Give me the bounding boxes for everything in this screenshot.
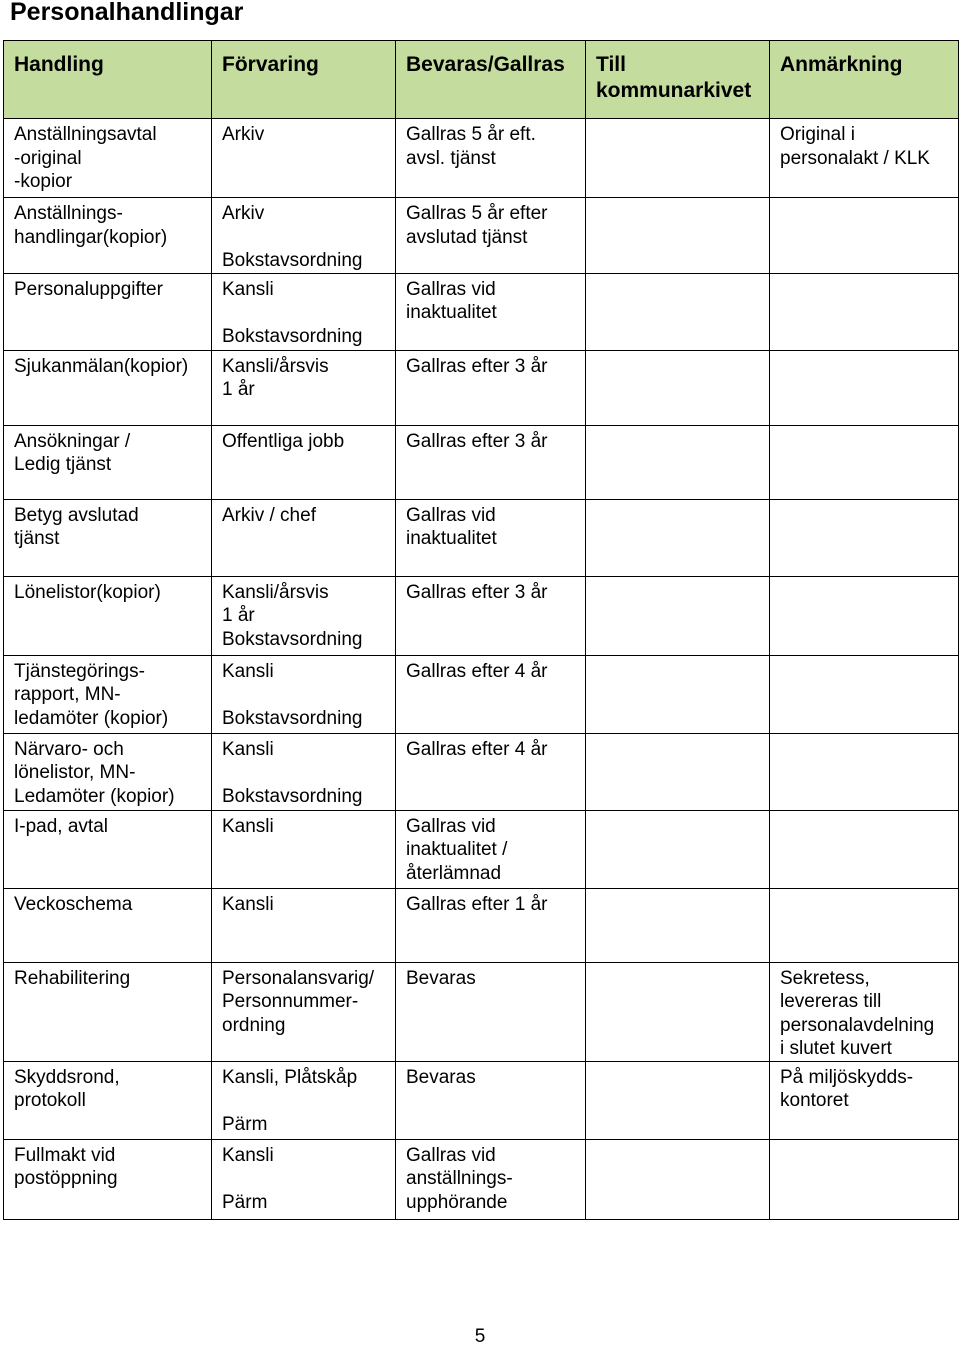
cell-handling: Ansökningar / Ledig tjänst	[4, 425, 212, 499]
cell-bevaras-gallras: Gallras vid inaktualitet / återlämnad	[396, 810, 586, 888]
cell-forvaring: Kansli	[212, 810, 396, 888]
cell-handling: Närvaro- och lönelistor, MN- Ledamöter (kopior)	[4, 733, 212, 810]
cell-forvaring: Personalansvarig/ Personnummer- ordning	[212, 962, 396, 1061]
cell-forvaring: Arkiv / chef	[212, 499, 396, 576]
cell-anmarkning	[770, 273, 959, 350]
cell-anmarkning	[770, 655, 959, 733]
cell-till-kommunarkivet	[586, 733, 770, 810]
cell-forvaring: Kansli/årsvis 1 år	[212, 350, 396, 425]
cell-till-kommunarkivet	[586, 499, 770, 576]
cell-bevaras-gallras: Gallras efter 4 år	[396, 655, 586, 733]
cell-anmarkning: Original i personalakt / KLK	[770, 119, 959, 198]
page-title: Personalhandlingar	[10, 0, 244, 26]
cell-handling: Lönelistor(kopior)	[4, 576, 212, 655]
header-forvaring: Förvaring	[212, 41, 396, 119]
cell-anmarkning	[770, 350, 959, 425]
cell-handling: Betyg avslutad tjänst	[4, 499, 212, 576]
cell-handling: I-pad, avtal	[4, 810, 212, 888]
table-row	[4, 962, 959, 1061]
cell-anmarkning	[770, 576, 959, 655]
cell-till-kommunarkivet	[586, 888, 770, 962]
cell-handling: Skyddsrond, protokoll	[4, 1061, 212, 1139]
cell-till-kommunarkivet	[586, 1139, 770, 1219]
cell-bevaras-gallras: Gallras efter 1 år	[396, 888, 586, 962]
cell-till-kommunarkivet	[586, 273, 770, 350]
cell-forvaring: Kansli Pärm	[212, 1139, 396, 1219]
cell-bevaras-gallras: Gallras 5 år efter avslutad tjänst	[396, 198, 586, 274]
table-row	[4, 499, 959, 576]
cell-forvaring: Offentliga jobb	[212, 425, 396, 499]
cell-anmarkning	[770, 1139, 959, 1219]
cell-bevaras-gallras: Gallras vid inaktualitet	[396, 273, 586, 350]
table-row	[4, 273, 959, 350]
cell-handling: Tjänstegörings- rapport, MN- ledamöter (kopior)	[4, 655, 212, 733]
table-row	[4, 119, 959, 198]
cell-till-kommunarkivet	[586, 425, 770, 499]
cell-anmarkning	[770, 425, 959, 499]
cell-till-kommunarkivet	[586, 350, 770, 425]
cell-bevaras-gallras: Gallras efter 3 år	[396, 576, 586, 655]
cell-bevaras-gallras: Gallras efter 3 år	[396, 425, 586, 499]
table-row	[4, 733, 959, 810]
cell-till-kommunarkivet	[586, 576, 770, 655]
table-row	[4, 810, 959, 888]
cell-handling: Rehabilitering	[4, 962, 212, 1061]
table-row	[4, 1061, 959, 1139]
cell-bevaras-gallras: Gallras 5 år eft. avsl. tjänst	[396, 119, 586, 198]
cell-handling: Anställnings- handlingar(kopior)	[4, 198, 212, 274]
page-number: 5	[474, 1326, 486, 1347]
cell-bevaras-gallras: Gallras efter 3 år	[396, 350, 586, 425]
cell-handling: Personaluppgifter	[4, 273, 212, 350]
table-row	[4, 198, 959, 274]
cell-anmarkning	[770, 499, 959, 576]
table-row	[4, 350, 959, 425]
cell-forvaring: Kansli/årsvis 1 år Bokstavsordning	[212, 576, 396, 655]
header-till-kommunarkivet: Till kommunarkivet	[586, 41, 770, 119]
cell-bevaras-gallras: Bevaras	[396, 962, 586, 1061]
table-row	[4, 655, 959, 733]
cell-anmarkning: Sekretess, levereras till personalavdelning i slutet kuvert	[770, 962, 959, 1061]
table-row	[4, 1139, 959, 1219]
cell-till-kommunarkivet	[586, 119, 770, 198]
cell-forvaring: Kansli Bokstavsordning	[212, 273, 396, 350]
cell-anmarkning	[770, 198, 959, 274]
cell-bevaras-gallras: Gallras efter 4 år	[396, 733, 586, 810]
table-header-row	[4, 41, 959, 119]
cell-till-kommunarkivet	[586, 962, 770, 1061]
cell-anmarkning	[770, 810, 959, 888]
cell-forvaring: Kansli	[212, 888, 396, 962]
cell-handling: Veckoschema	[4, 888, 212, 962]
document-table	[3, 40, 959, 1220]
table-row	[4, 888, 959, 962]
header-bevaras-gallras: Bevaras/Gallras	[396, 41, 586, 119]
cell-bevaras-gallras: Bevaras	[396, 1061, 586, 1139]
cell-forvaring: Arkiv Bokstavsordning	[212, 198, 396, 274]
cell-till-kommunarkivet	[586, 1061, 770, 1139]
cell-forvaring: Kansli, Plåtskåp Pärm	[212, 1061, 396, 1139]
cell-bevaras-gallras: Gallras vid anställnings- upphörande	[396, 1139, 586, 1219]
cell-handling: Anställningsavtal -original -kopior	[4, 119, 212, 198]
cell-forvaring: Kansli Bokstavsordning	[212, 655, 396, 733]
header-anmarkning: Anmärkning	[770, 41, 959, 119]
cell-forvaring: Kansli Bokstavsordning	[212, 733, 396, 810]
header-handling: Handling	[4, 41, 212, 119]
cell-anmarkning	[770, 733, 959, 810]
cell-till-kommunarkivet	[586, 655, 770, 733]
cell-anmarkning: På miljöskydds- kontoret	[770, 1061, 959, 1139]
cell-forvaring: Arkiv	[212, 119, 396, 198]
cell-bevaras-gallras: Gallras vid inaktualitet	[396, 499, 586, 576]
cell-handling: Fullmakt vid postöppning	[4, 1139, 212, 1219]
cell-till-kommunarkivet	[586, 810, 770, 888]
cell-till-kommunarkivet	[586, 198, 770, 274]
cell-anmarkning	[770, 888, 959, 962]
cell-handling: Sjukanmälan(kopior)	[4, 350, 212, 425]
table-row	[4, 576, 959, 655]
table-row	[4, 425, 959, 499]
